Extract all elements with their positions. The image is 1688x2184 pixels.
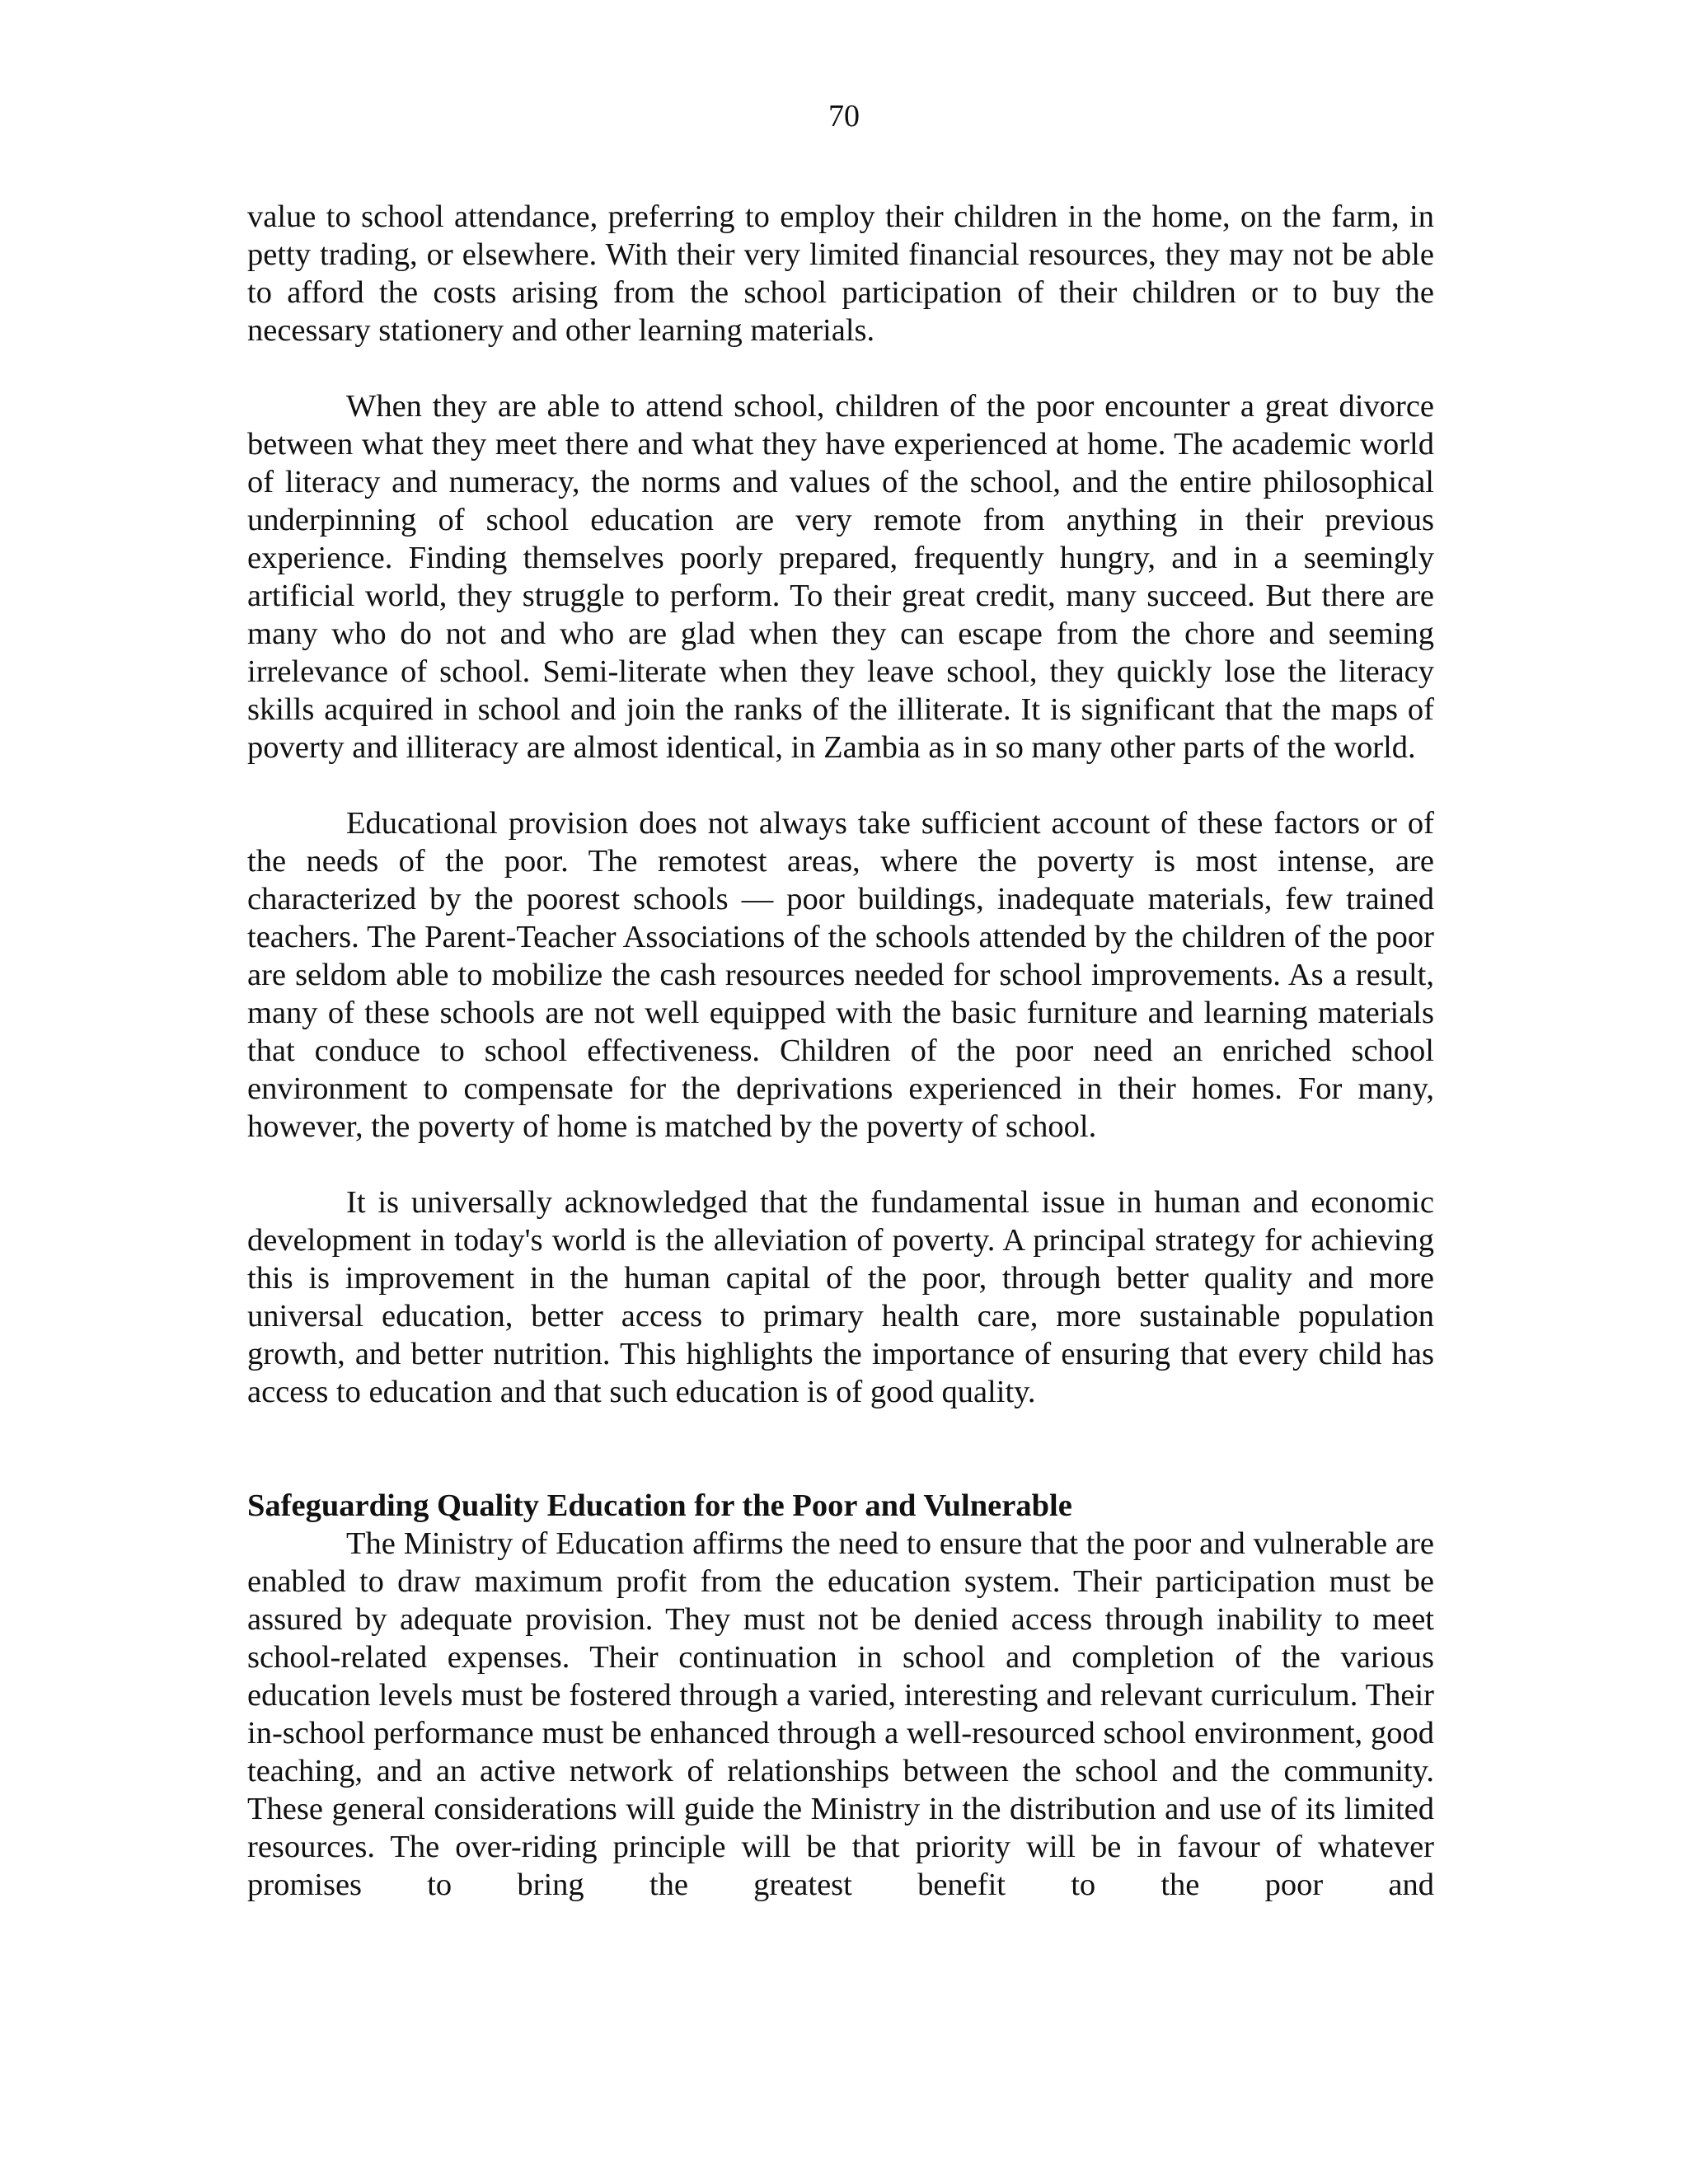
section-heading: Safeguarding Quality Education for the Poor and Vulnerable — [247, 1488, 1072, 1523]
document-body — [247, 198, 1434, 1904]
paragraph-ministry-affirms: The Ministry of Education affirms the need to ensure that the poor and vulnerable are enabled to draw maximum profit from the education system. Their participation must be assured by adequate provision. They must not be denied access through inability to meet school-related expenses. Their continuation in school and completion of the various education levels must be fostered through a varied, interesting and relevant curriculum. Their in-school performance must be enhanced through a well-resourced school environment, good teaching, and an active network of relationships between the school and the community. These general considerations will guide the Ministry in the distribution and use of its limited resources. The over-riding principle will be that priority will be in favour of whatever promises to bring the greatest benefit to the poor and — [247, 1526, 1434, 1902]
paragraph-alleviation-of-poverty: It is universally acknowledged that the fundamental issue in human and economic development in today's world is the alleviation of poverty. A principal strategy for achieving this is improvement in the human capital of the poor, through better quality and more universal education, better access to primary health care, more sustainable population growth, and better nutrition. This highlights the importance of ensuring that every child has access to education and that such education is of good quality. — [247, 1185, 1434, 1409]
paragraph-continued: value to school attendance, preferring to employ their children in the home, on the farm, in petty trading, or elsewhere. With their very limited financial resources, they may not be able to afford the costs arising from the school participation of their children or to buy the necessary stationery and other learning materials. — [247, 199, 1434, 348]
paragraph-educational-provision: Educational provision does not always take sufficient account of these factors or of the needs of the poor. The remotest areas, where the poverty is most intense, are characterized by the poorest schools — poor buildings, inadequate materials, few trained teachers. The Parent-Teacher Associations of the schools attended by the children of the poor are seldom able to mobilize the cash resources needed for school improvements. As a result, many of these schools are not well equipped with the basic furniture and learning materials that conduce to school effectiveness. Children of the poor need an enriched school environment to compensate for the deprivations experienced in their homes. For many, however, the poverty of home is matched by the poverty of school. — [247, 806, 1434, 1144]
paragraph-children-of-poor: When they are able to attend school, children of the poor encounter a great divorce between what they meet there and what they have experienced at home. The academic world of literacy and numeracy, the norms and values of the school, and the entire philosophical underpinning of school education are very remote from anything in their previous experience. Finding themselves poorly prepared, frequently hungry, and in a seemingly artificial world, they struggle to perform. To their great credit, many succeed. But there are many who do not and who are glad when they can escape from the chore and seeming irrelevance of school. Semi-literate when they leave school, they quickly lose the literacy skills acquired in school and join the ranks of the illiterate. It is significant that the maps of poverty and illiteracy are almost identical, in Zambia as in so many other parts of the world. — [247, 389, 1434, 765]
page-number: 70 — [828, 99, 860, 134]
